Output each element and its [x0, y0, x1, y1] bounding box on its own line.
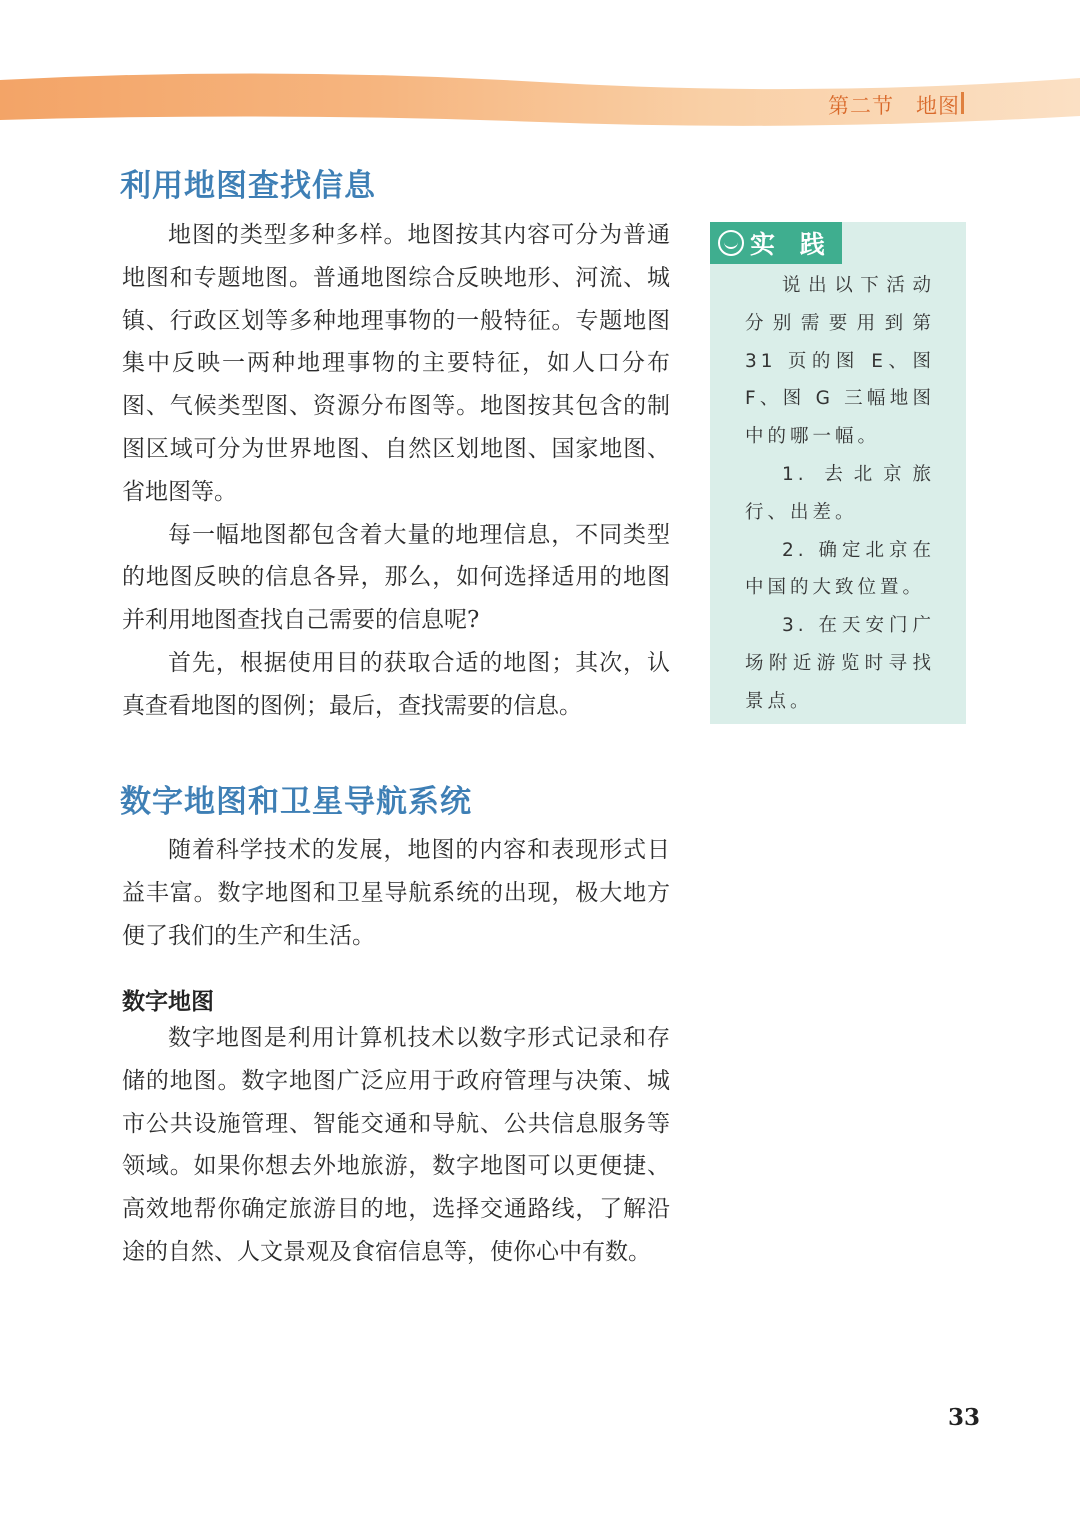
practice-body: [745, 267, 935, 721]
paragraph: 随着科学技术的发展，地图的内容和表现形式日益丰富。数字地图和卫星导航系统的出现，极大地方便了我们的生产和生活。: [122, 837, 670, 949]
practice-prompt: 说出以下活动分别需要用到第 31 页的图 E、图 F、图 G 三幅地图中的哪一幅。: [745, 275, 935, 448]
paragraph: 首先，根据使用目的获取合适的地图；其次，认真查看地图的图例；最后，查找需要的信息。: [122, 649, 670, 719]
practice-icon: [718, 230, 744, 256]
paragraph: 数字地图是利用计算机技术以数字形式记录和存储的地图。数字地图广泛应用于政府管理与决策、城市公共设施管理、智能交通和导航、公共信息服务等领域。如果你想去外地旅游，数字地图可以更便捷、高效地帮你确定旅游目的地，选择交通路线，了解沿途的自然、人文景观及食宿信息等，使你心中有数。: [122, 1025, 670, 1265]
practice-item: 2. 确定北京在中国的大致位置。: [745, 539, 935, 599]
subsection-title-digital-map: 数字地图: [122, 989, 214, 1015]
section-title-find-info: 利用地图查找信息: [120, 168, 376, 204]
practice-label: [710, 222, 842, 264]
practice-label-text: 实 践: [750, 230, 833, 259]
subsection-body: [122, 1017, 670, 1274]
section1-body: [122, 214, 670, 728]
practice-item: 1. 去北京旅行、出差。: [745, 463, 935, 523]
practice-item: 3. 在天安门广场附近游览时寻找景点。: [745, 615, 935, 712]
section-title-digital-map: 数字地图和卫星导航系统: [120, 784, 472, 820]
paragraph: 地图的类型多种多样。地图按其内容可分为普通地图和专题地图。普通地图综合反映地形、河流、城镇、行政区划等多种地理事物的一般特征。专题地图集中反映一两种地理事物的主要特征，如人口分布图、气候类型图、资源分布图等。地图按其包含的制图区域可分为世界地图、自然区划地图、国家地图、省地图等。: [122, 222, 670, 505]
header-divider: [961, 92, 964, 114]
paragraph: 每一幅地图都包含着大量的地理信息，不同类型的地图反映的信息各异，那么，如何选择适用的地图并利用地图查找自己需要的信息呢?: [122, 521, 670, 634]
page-number: 33: [948, 1404, 981, 1431]
header-chapter: 地图: [916, 94, 960, 118]
section2-body: [122, 829, 670, 957]
running-header: [828, 90, 960, 120]
header-section: 第二节: [828, 94, 894, 118]
